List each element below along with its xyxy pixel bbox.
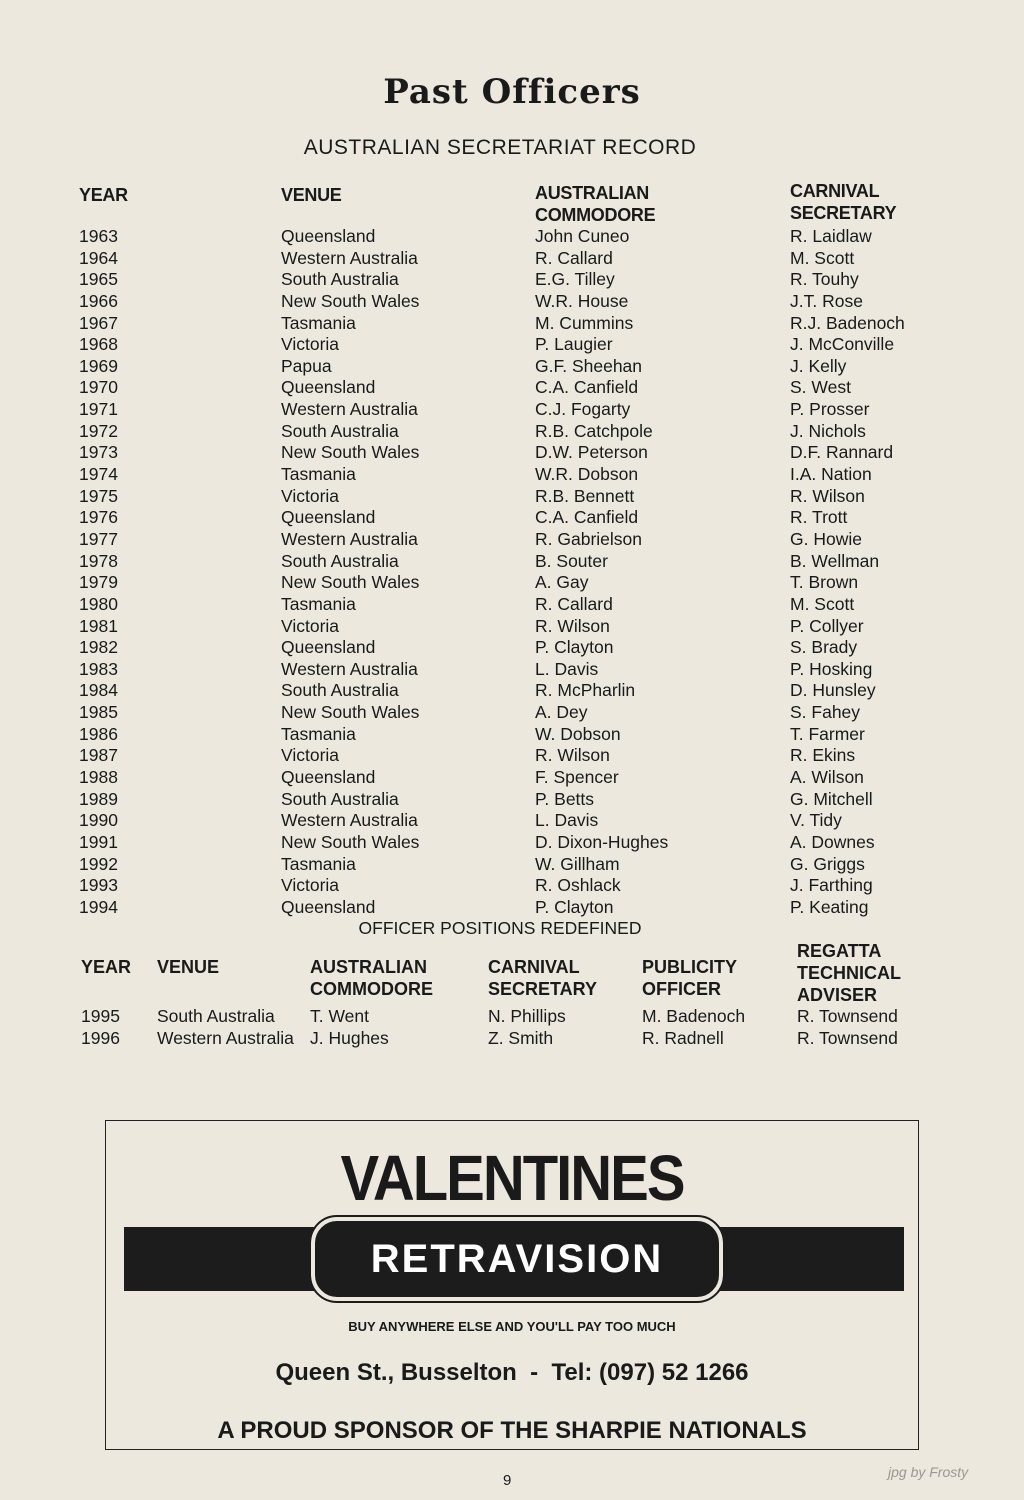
header2-commodore: [310, 956, 433, 1000]
cell-commodore: L. Davis: [535, 810, 599, 831]
cell-year: 1977: [79, 528, 118, 549]
cell-commodore: R.B. Bennett: [535, 485, 635, 506]
cell-venue: Tasmania: [281, 853, 356, 874]
cell-commodore: W.R. House: [535, 290, 629, 311]
header-secretary: [790, 180, 896, 224]
header2-regatta-line3: ADVISER: [797, 985, 878, 1005]
cell-year: 1995: [81, 1006, 120, 1026]
cell-venue: Queensland: [281, 767, 376, 787]
header-commodore-line1: AUSTRALIAN: [535, 183, 649, 203]
cell-year: 1982: [79, 637, 118, 658]
cell-publicity: M. Badenoch: [642, 1006, 746, 1026]
cell-year: 1984: [79, 680, 118, 701]
header2-regatta-line2: TECHNICAL: [797, 963, 901, 983]
cell-secretary: S. West: [790, 377, 851, 398]
cell-commodore: E.G. Tilley: [535, 269, 615, 290]
cell-secretary: D. Hunsley: [790, 680, 876, 701]
cell-year: 1970: [79, 377, 118, 398]
cell-commodore: P. Clayton: [535, 896, 614, 917]
cell-commodore: L. Davis: [535, 658, 599, 679]
scan-credit: jpg by Frosty: [888, 1464, 969, 1480]
cell-commodore: W. Dobson: [535, 723, 621, 744]
ad-sponsor-line: A PROUD SPONSOR OF THE SHARPIE NATIONALS: [217, 1417, 807, 1444]
cell-year: 1964: [79, 247, 118, 268]
header-commodore: [535, 182, 655, 226]
cell-venue: Queensland: [281, 896, 376, 917]
cell-secretary: P. Prosser: [790, 399, 870, 420]
cell-venue: New South Wales: [281, 290, 420, 311]
cell-commodore: C.J. Fogarty: [535, 399, 631, 420]
cell-venue: New South Wales: [281, 442, 420, 463]
cell-year: 1996: [81, 1028, 120, 1048]
ad-logo-text: RETRAVISION: [370, 1237, 664, 1281]
cell-venue: Queensland: [281, 377, 376, 398]
table-row: [0, 594, 1024, 616]
cell-year: 1983: [79, 658, 118, 679]
ad-brand-name: VALENTINES: [340, 1142, 684, 1215]
cell-year: 1963: [79, 226, 118, 246]
header2-publicity: [642, 956, 737, 1000]
cell-commodore: W. Gillham: [535, 853, 620, 874]
header2-commodore-line2: COMMODORE: [310, 979, 433, 999]
header-venue: VENUE: [281, 185, 342, 205]
header-secretary-line1: CARNIVAL: [790, 181, 880, 201]
cell-commodore: R. Callard: [535, 247, 613, 268]
table-row: [0, 226, 1024, 248]
cell-commodore: J. Hughes: [310, 1028, 389, 1048]
cell-year: 1990: [79, 810, 118, 831]
cell-commodore: R. Callard: [535, 593, 613, 614]
cell-venue: Tasmania: [281, 723, 356, 744]
table-row: [0, 724, 1024, 746]
table-row: [0, 832, 1024, 854]
table-row: [0, 810, 1024, 832]
cell-year: 1978: [79, 550, 118, 571]
ad-address: Queen St., Busselton - Tel: (097) 52 1266: [275, 1359, 749, 1386]
cell-commodore: R. Gabrielson: [535, 528, 642, 549]
cell-venue: Papua: [281, 355, 332, 376]
table-row: [0, 789, 1024, 811]
header-secretary-line2: SECRETARY: [790, 203, 897, 223]
cell-year: 1980: [79, 593, 118, 614]
cell-year: 1969: [79, 355, 118, 376]
cell-year: 1967: [79, 312, 118, 333]
cell-commodore: F. Spencer: [535, 767, 619, 787]
header2-secretary: [488, 956, 597, 1000]
cell-secretary: N. Phillips: [488, 1006, 566, 1026]
cell-venue: Queensland: [281, 507, 376, 528]
cell-commodore: P. Laugier: [535, 334, 613, 355]
cell-secretary: P. Collyer: [790, 615, 864, 636]
table-row: [0, 291, 1024, 313]
cell-secretary: M. Scott: [790, 593, 855, 614]
table-row: [0, 442, 1024, 464]
cell-secretary: A. Wilson: [790, 767, 864, 787]
cell-publicity: R. Radnell: [642, 1028, 724, 1048]
table-row: [0, 702, 1024, 724]
header2-commodore-line1: AUSTRALIAN: [310, 957, 427, 977]
cell-year: 1979: [79, 572, 118, 593]
section-subtitle: AUSTRALIAN SECRETARIAT RECORD: [303, 136, 697, 159]
cell-year: 1968: [79, 334, 118, 355]
cell-venue: Tasmania: [281, 312, 356, 333]
redefined-note: OFFICER POSITIONS REDEFINED: [358, 918, 642, 938]
cell-venue: Victoria: [281, 485, 340, 506]
header2-secretary-line2: SECRETARY: [488, 979, 598, 999]
cell-secretary: V. Tidy: [790, 810, 842, 831]
header2-regatta: [797, 940, 901, 1006]
table-row: [0, 897, 1024, 919]
cell-secretary: G. Griggs: [790, 853, 865, 874]
cell-year: 1966: [79, 290, 118, 311]
cell-secretary: R.J. Badenoch: [790, 312, 905, 333]
cell-secretary: G. Howie: [790, 528, 862, 549]
cell-venue: South Australia: [281, 680, 399, 701]
cell-year: 1989: [79, 788, 118, 809]
cell-regatta: R. Townsend: [797, 1006, 898, 1026]
cell-secretary: A. Downes: [790, 831, 875, 852]
table-row: [0, 1005, 1024, 1027]
cell-commodore: B. Souter: [535, 550, 608, 571]
table-row: [0, 659, 1024, 681]
cell-secretary: Z. Smith: [488, 1028, 554, 1048]
cell-venue: Western Australia: [281, 399, 418, 420]
cell-secretary: B. Wellman: [790, 550, 880, 571]
cell-year: 1973: [79, 442, 118, 463]
cell-venue: Victoria: [281, 875, 340, 896]
cell-year: 1994: [79, 896, 118, 917]
table-row: [0, 248, 1024, 270]
table-row: [0, 464, 1024, 486]
cell-secretary: J.T. Rose: [790, 290, 863, 311]
cell-venue: Tasmania: [281, 593, 356, 614]
cell-venue: South Australia: [281, 788, 399, 809]
table-row: [0, 854, 1024, 876]
cell-year: 1993: [79, 875, 118, 896]
cell-commodore: C.A. Canfield: [535, 507, 639, 528]
cell-venue: Tasmania: [281, 464, 356, 485]
cell-year: 1992: [79, 853, 118, 874]
cell-secretary: R. Ekins: [790, 745, 856, 766]
table-row: [0, 875, 1024, 897]
table-row: [0, 269, 1024, 291]
cell-venue: Victoria: [281, 745, 340, 766]
cell-secretary: I.A. Nation: [790, 464, 872, 485]
cell-secretary: J. McConville: [790, 334, 895, 355]
cell-year: 1991: [79, 831, 118, 852]
cell-venue: Western Australia: [281, 658, 418, 679]
cell-regatta: R. Townsend: [797, 1028, 898, 1048]
table-row: [0, 616, 1024, 638]
cell-secretary: M. Scott: [790, 247, 855, 268]
table-row: [0, 334, 1024, 356]
cell-venue: South Australia: [281, 550, 399, 571]
cell-year: 1985: [79, 702, 118, 723]
cell-venue: Western Australia: [281, 247, 418, 268]
cell-venue: Western Australia: [281, 810, 418, 831]
table-row: [0, 356, 1024, 378]
cell-secretary: S. Brady: [790, 637, 858, 658]
cell-commodore: T. Went: [310, 1006, 370, 1026]
table-row: [0, 1027, 1024, 1049]
cell-year: 1965: [79, 269, 118, 290]
cell-year: 1972: [79, 420, 118, 441]
cell-secretary: J. Kelly: [790, 355, 847, 376]
cell-commodore: D.W. Peterson: [535, 442, 648, 463]
cell-venue: South Australia: [281, 269, 399, 290]
cell-secretary: J. Nichols: [790, 420, 866, 441]
cell-secretary: T. Farmer: [790, 723, 865, 744]
page-title: Past Officers: [383, 72, 641, 112]
cell-commodore: R. Wilson: [535, 745, 610, 766]
cell-commodore: P. Betts: [535, 788, 595, 809]
cell-year: 1986: [79, 723, 118, 744]
cell-year: 1981: [79, 615, 118, 636]
cell-venue: New South Wales: [281, 702, 420, 723]
cell-secretary: P. Keating: [790, 896, 869, 917]
cell-commodore: A. Dey: [535, 702, 588, 723]
table-row: [0, 486, 1024, 508]
cell-year: 1971: [79, 399, 118, 420]
table-row: [0, 551, 1024, 573]
cell-year: 1987: [79, 745, 118, 766]
table-row: [0, 377, 1024, 399]
cell-commodore: P. Clayton: [535, 637, 614, 658]
table-row: [0, 767, 1024, 789]
ad-tagline: BUY ANYWHERE ELSE AND YOU'LL PAY TOO MUCH: [348, 1319, 676, 1334]
cell-secretary: P. Hosking: [790, 658, 873, 679]
table-row: [0, 745, 1024, 767]
table-row: [0, 507, 1024, 529]
header2-venue: VENUE: [157, 957, 220, 977]
cell-venue: New South Wales: [281, 572, 420, 593]
cell-commodore: R. Oshlack: [535, 875, 621, 896]
header-commodore-line2: COMMODORE: [535, 205, 656, 225]
cell-secretary: J. Farthing: [790, 875, 873, 896]
cell-secretary: R. Wilson: [790, 485, 865, 506]
table-row: [0, 529, 1024, 551]
table-row: [0, 421, 1024, 443]
cell-year: 1975: [79, 485, 118, 506]
table-row: [0, 572, 1024, 594]
cell-year: 1974: [79, 464, 118, 485]
header2-secretary-line1: CARNIVAL: [488, 957, 580, 977]
table-row: [0, 680, 1024, 702]
cell-secretary: R. Trott: [790, 507, 848, 528]
cell-secretary: T. Brown: [790, 572, 859, 593]
cell-commodore: R. Wilson: [535, 615, 610, 636]
header2-publicity-line1: PUBLICITY: [642, 957, 738, 977]
table-row: [0, 399, 1024, 421]
cell-commodore: C.A. Canfield: [535, 377, 639, 398]
cell-secretary: R. Touhy: [790, 269, 859, 290]
page-number: 9: [503, 1472, 512, 1489]
sponsor-advertisement: [105, 1120, 919, 1450]
cell-venue: New South Wales: [281, 831, 420, 852]
cell-venue: Western Australia: [281, 528, 418, 549]
cell-secretary: D.F. Rannard: [790, 442, 894, 463]
cell-commodore: M. Cummins: [535, 312, 634, 333]
header2-regatta-line1: REGATTA: [797, 941, 882, 961]
cell-year: 1988: [79, 767, 118, 787]
cell-commodore: R.B. Catchpole: [535, 420, 653, 441]
cell-year: 1976: [79, 507, 118, 528]
cell-venue: South Australia: [281, 420, 399, 441]
cell-commodore: G.F. Sheehan: [535, 355, 643, 376]
table-row: [0, 637, 1024, 659]
cell-secretary: R. Laidlaw: [790, 226, 872, 246]
cell-commodore: D. Dixon-Hughes: [535, 831, 669, 852]
cell-commodore: W.R. Dobson: [535, 464, 639, 485]
header2-year: YEAR: [81, 957, 132, 977]
cell-venue: Western Australia: [157, 1028, 294, 1048]
cell-secretary: S. Fahey: [790, 702, 861, 723]
cell-venue: Victoria: [281, 615, 340, 636]
header2-publicity-line2: OFFICER: [642, 979, 721, 999]
table-row: [0, 313, 1024, 335]
cell-secretary: G. Mitchell: [790, 788, 873, 809]
cell-venue: Queensland: [281, 226, 376, 246]
cell-venue: Queensland: [281, 637, 376, 658]
cell-commodore: John Cuneo: [535, 226, 630, 246]
header-year: YEAR: [79, 185, 128, 205]
cell-venue: South Australia: [157, 1006, 275, 1026]
cell-commodore: R. McPharlin: [535, 680, 636, 701]
cell-venue: Victoria: [281, 334, 340, 355]
cell-commodore: A. Gay: [535, 572, 589, 593]
